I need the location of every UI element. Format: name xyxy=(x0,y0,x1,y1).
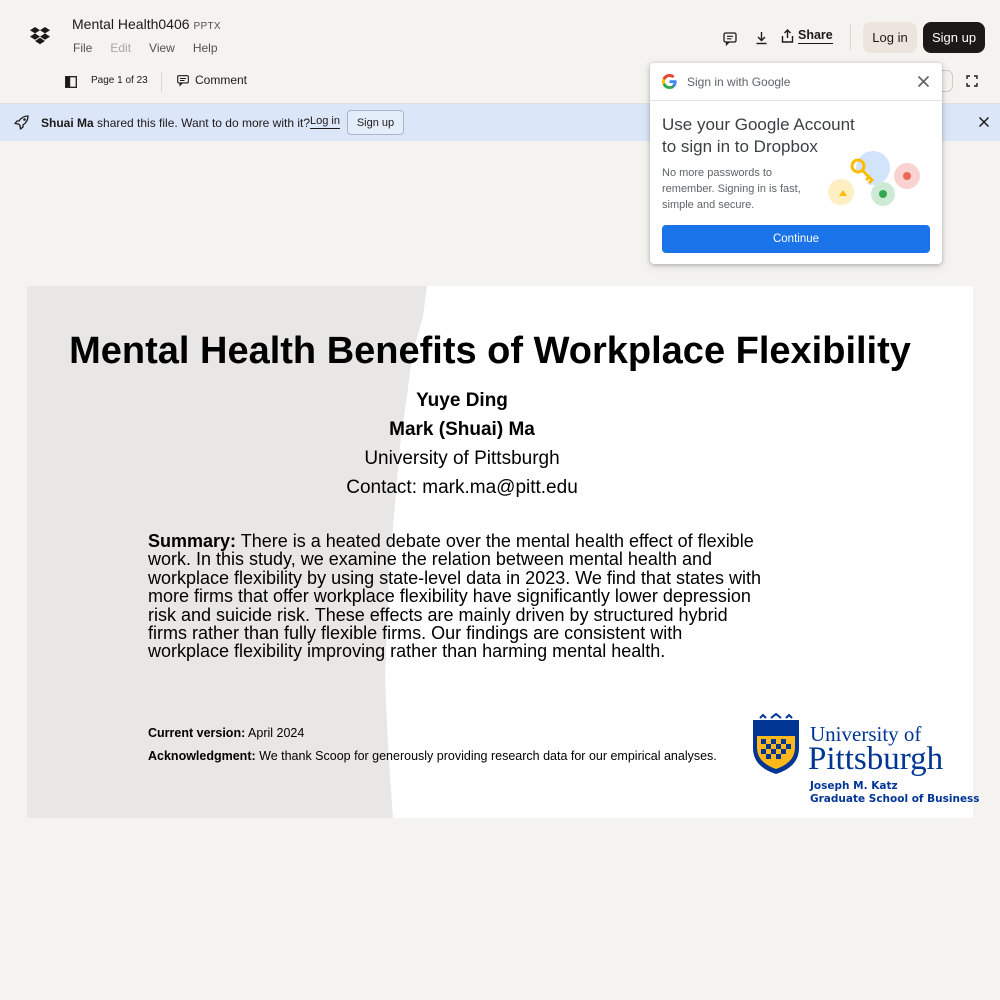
file-title xyxy=(72,16,221,32)
file-extension: PPTX xyxy=(193,21,221,32)
menu-edit[interactable]: Edit xyxy=(110,41,132,55)
google-signin-popup xyxy=(650,63,942,264)
logo-line-4: Graduate School of Business xyxy=(810,793,980,805)
continue-button[interactable]: Continue xyxy=(662,225,930,253)
contact: Contact: mark.ma@pitt.edu xyxy=(346,477,578,498)
popup-header xyxy=(650,63,942,101)
dropbox-logo-icon[interactable] xyxy=(30,27,50,45)
logo-line-1: University of xyxy=(810,722,922,746)
google-logo-icon xyxy=(662,74,677,89)
share-button[interactable] xyxy=(781,28,833,44)
ack-value: We thank Scoop for generously providing research data for our empirical analyses. xyxy=(255,749,717,763)
logo-line-3: Joseph M. Katz xyxy=(810,780,898,792)
version-value: April 2024 xyxy=(245,726,305,740)
sidebar-toggle-icon[interactable] xyxy=(65,76,77,88)
comment-label: Comment xyxy=(195,73,248,87)
version-line xyxy=(148,726,304,740)
author-1: Yuye Ding xyxy=(416,390,508,411)
close-icon[interactable] xyxy=(917,75,930,88)
summary-label: Summary: xyxy=(148,531,237,551)
toolbar-divider xyxy=(161,72,162,92)
version-label: Current version: xyxy=(148,726,246,740)
page-indicator: Page 1 of 23 xyxy=(91,75,148,86)
popup-heading-line-2: to sign in to Dropbox xyxy=(662,137,818,156)
summary-paragraph xyxy=(148,532,768,661)
author-2: Mark (Shuai) Ma xyxy=(389,419,535,440)
download-icon[interactable] xyxy=(752,29,770,47)
menu-help[interactable]: Help xyxy=(192,41,218,55)
banner-message xyxy=(41,116,310,130)
banner-text: shared this file. Want to do more with it? xyxy=(93,116,311,130)
pitt-logo xyxy=(751,714,980,806)
key-illustration-icon xyxy=(825,148,925,210)
signup-button[interactable]: Sign up xyxy=(923,22,985,53)
acknowledgment-line xyxy=(148,749,717,763)
popup-title: Sign in with Google xyxy=(687,75,791,89)
menu-file[interactable]: File xyxy=(73,41,93,55)
rocket-icon xyxy=(14,114,30,130)
summary-text: There is a heated debate over the mental health effect of flexible work. In this study, we examine the relation between mental health and workplace flexibility by using state-level data in 2023. We find that states with more firms that offer workplace flexibility have significantly lower depression risk and suicide risk. These effects are mainly driven by structured hybrid firms rather than fully flexible firms. Our findings are consistent with workplace flexibility improving rather than harming mental health. xyxy=(148,531,761,662)
popup-heading-line-1: Use your Google Account xyxy=(662,115,855,134)
share-label: Share xyxy=(798,28,833,42)
logo-line-2: Pittsburgh xyxy=(808,741,944,777)
slide-canvas xyxy=(27,286,980,818)
banner-login-link[interactable]: Log in xyxy=(310,115,340,127)
comment-icon[interactable] xyxy=(721,29,739,47)
slide-title: Mental Health Benefits of Workplace Flexibility xyxy=(69,330,911,372)
banner-close-icon[interactable] xyxy=(978,116,990,128)
affiliation: University of Pittsburgh xyxy=(364,448,560,469)
menu-view[interactable]: View xyxy=(149,41,175,55)
fullscreen-icon[interactable] xyxy=(966,75,978,87)
file-name: Mental Health0406 xyxy=(72,16,190,32)
popup-description: No more passwords to remember. Signing in is fast, simple and secure. xyxy=(662,167,801,211)
ack-label: Acknowledgment: xyxy=(148,749,256,763)
app-header xyxy=(0,0,1000,66)
menu-bar xyxy=(64,40,227,56)
sharer-name: Shuai Ma xyxy=(41,116,94,130)
comment-button[interactable] xyxy=(177,73,247,87)
banner-signup-button[interactable]: Sign up xyxy=(347,110,404,135)
share-icon xyxy=(781,29,794,43)
comment-icon xyxy=(177,75,189,86)
header-divider xyxy=(850,24,851,50)
login-button[interactable]: Log in xyxy=(863,22,917,53)
